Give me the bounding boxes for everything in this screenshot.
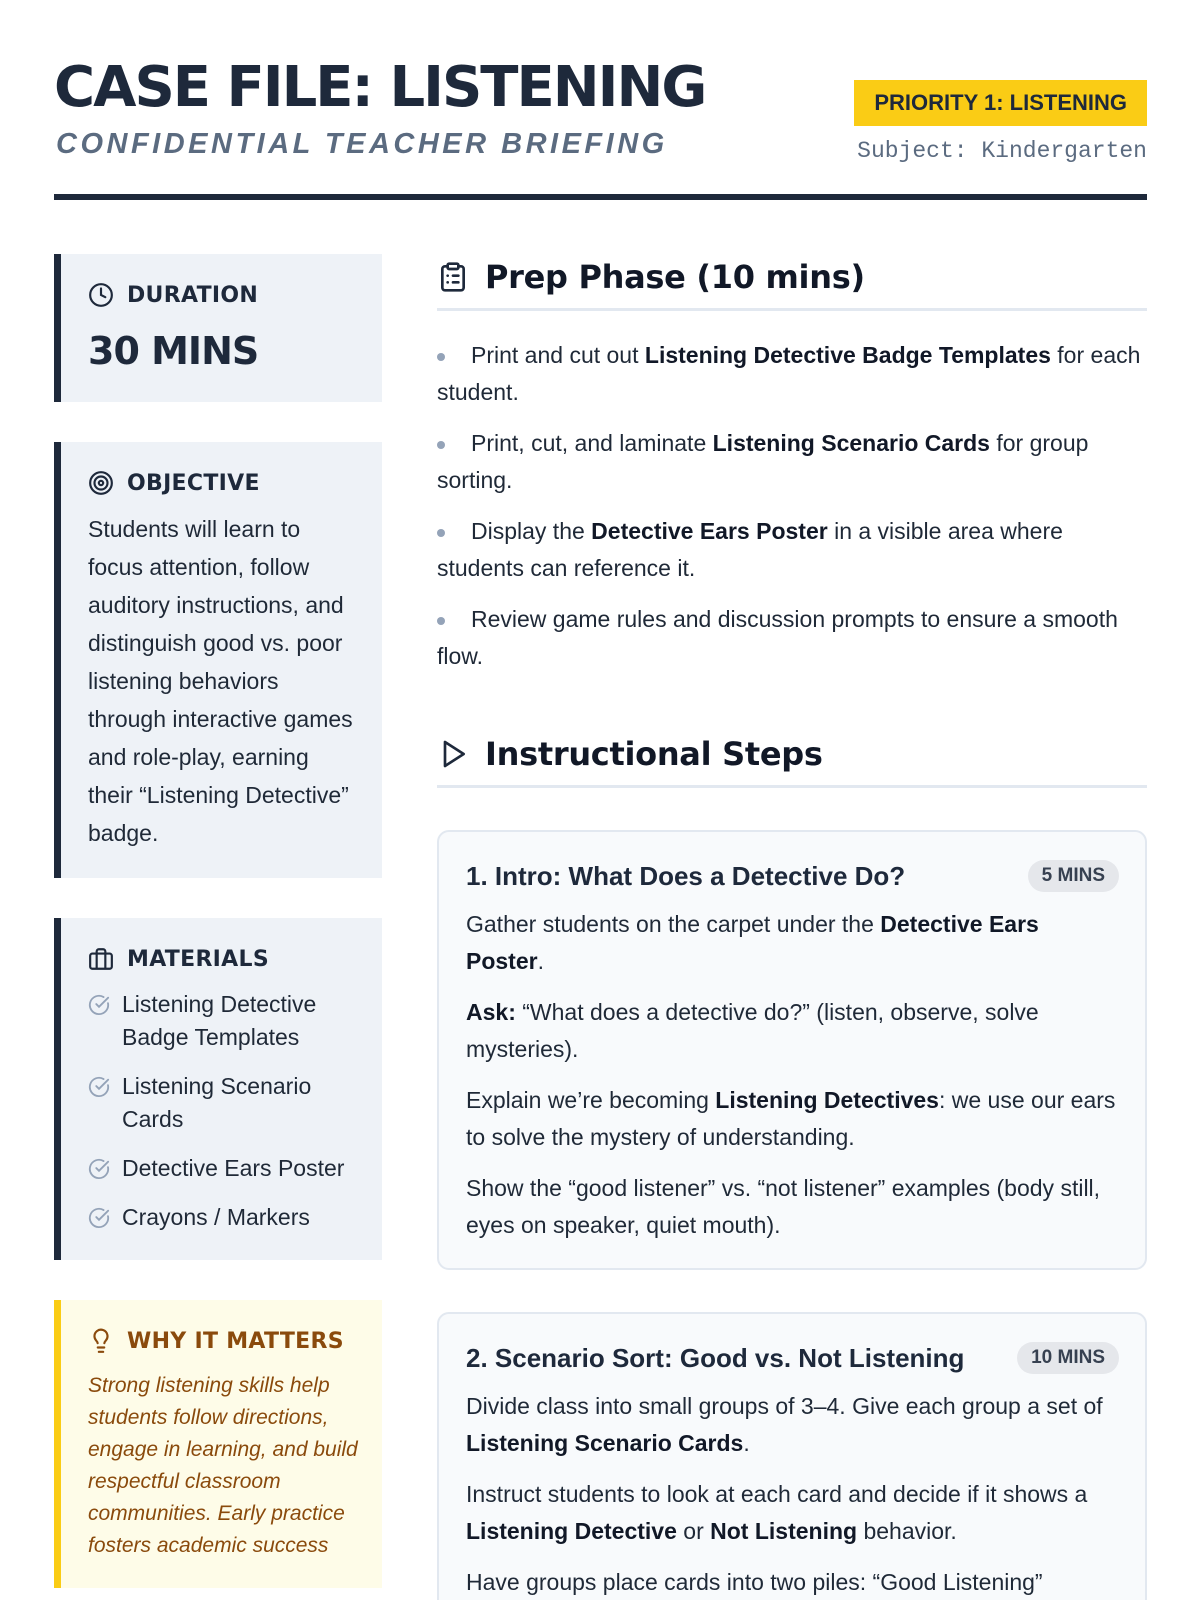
why-it-matters-card — [54, 1300, 382, 1588]
header — [54, 56, 1147, 201]
step-paragraph: Ask: “What does a detective do?” (listen, observe, solve mysteries). — [466, 999, 1039, 1062]
duration-label: DURATION — [127, 282, 259, 308]
play-icon — [437, 738, 469, 770]
material-item — [88, 1070, 358, 1136]
check-circle-icon — [88, 1158, 110, 1180]
step-duration-badge: 10 MINS — [1017, 1342, 1119, 1374]
check-circle-icon — [88, 1076, 110, 1098]
check-circle-icon — [88, 994, 110, 1016]
step-duration-badge: 5 MINS — [1028, 860, 1119, 892]
check-circle-icon — [88, 1207, 110, 1229]
step-paragraph: Have groups place cards into two piles: “Good Listening” — [466, 1569, 1043, 1595]
page-subtitle: CONFIDENTIAL TEACHER BRIEFING — [56, 128, 668, 160]
step-paragraph: Show the “good listener” vs. “not listener” examples (body still, eyes on speaker, quiet mouth). — [466, 1175, 1101, 1238]
subject-label: Subject: Kindergarten — [857, 138, 1147, 164]
prep-item: Print and cut out Listening Detective Badge Templates for each student. — [437, 337, 1147, 411]
page-title: CASE FILE: LISTENING — [54, 55, 706, 120]
prep-list — [437, 337, 1147, 675]
clipboard-icon — [437, 261, 469, 293]
main-content — [437, 254, 1147, 1600]
prep-item: Display the Detective Ears Poster in a visible area where students can reference it. — [437, 513, 1147, 587]
duration-card — [54, 254, 382, 402]
clock-icon — [88, 282, 114, 308]
lightbulb-icon — [88, 1328, 114, 1354]
material-label: Listening Scenario Cards — [122, 1073, 312, 1132]
materials-label: MATERIALS — [127, 946, 269, 972]
objective-label: OBJECTIVE — [127, 470, 260, 496]
prep-item: Review game rules and discussion prompts to ensure a smooth flow. — [437, 601, 1147, 675]
steps-section-header — [437, 731, 1147, 788]
sidebar — [54, 254, 382, 1600]
step-paragraph: Instruct students to look at each card and decide if it shows a Listening Detective or Not Listening behavior. — [466, 1481, 1088, 1544]
prep-title: Prep Phase (10 mins) — [485, 258, 865, 296]
material-item — [88, 1201, 358, 1234]
briefcase-icon — [88, 946, 114, 972]
step-card-2 — [437, 1312, 1147, 1600]
step-paragraph: Gather students on the carpet under the Detective Ears Poster. — [466, 911, 1039, 974]
objective-text: Students will learn to focus attention, follow auditory instructions, and distinguish good vs. poor listening behaviors through interactive games and role-play, earning their “Listening Detective” badge. — [88, 516, 353, 846]
materials-list — [88, 988, 358, 1234]
step-paragraph: Explain we’re becoming Listening Detectives: we use our ears to solve the mystery of understanding. — [466, 1087, 1116, 1150]
material-item — [88, 988, 358, 1054]
material-label: Listening Detective Badge Templates — [122, 991, 317, 1050]
header-divider — [54, 194, 1147, 200]
material-item — [88, 1152, 358, 1185]
duration-value: 30 MINS — [88, 329, 259, 373]
step-card-1 — [437, 830, 1147, 1270]
material-label: Detective Ears Poster — [122, 1155, 345, 1181]
priority-badge: PRIORITY 1: LISTENING — [854, 80, 1147, 126]
step-title: 2. Scenario Sort: Good vs. Not Listening — [466, 1342, 965, 1373]
step-title: 1. Intro: What Does a Detective Do? — [466, 860, 906, 891]
why-text: Strong listening skills help students follow directions, engage in learning, and build respectful classroom communities. Early practice fosters academic success — [88, 1374, 358, 1557]
material-label: Crayons / Markers — [122, 1204, 310, 1230]
prep-section-header — [437, 254, 1147, 311]
steps-title: Instructional Steps — [485, 735, 823, 773]
why-label: WHY IT MATTERS — [127, 1328, 344, 1354]
materials-card — [54, 918, 382, 1260]
prep-item: Print, cut, and laminate Listening Scenario Cards for group sorting. — [437, 425, 1147, 499]
target-icon — [88, 470, 114, 496]
objective-card — [54, 442, 382, 878]
step-paragraph: Divide class into small groups of 3–4. Give each group a set of Listening Scenario Cards. — [466, 1393, 1103, 1456]
